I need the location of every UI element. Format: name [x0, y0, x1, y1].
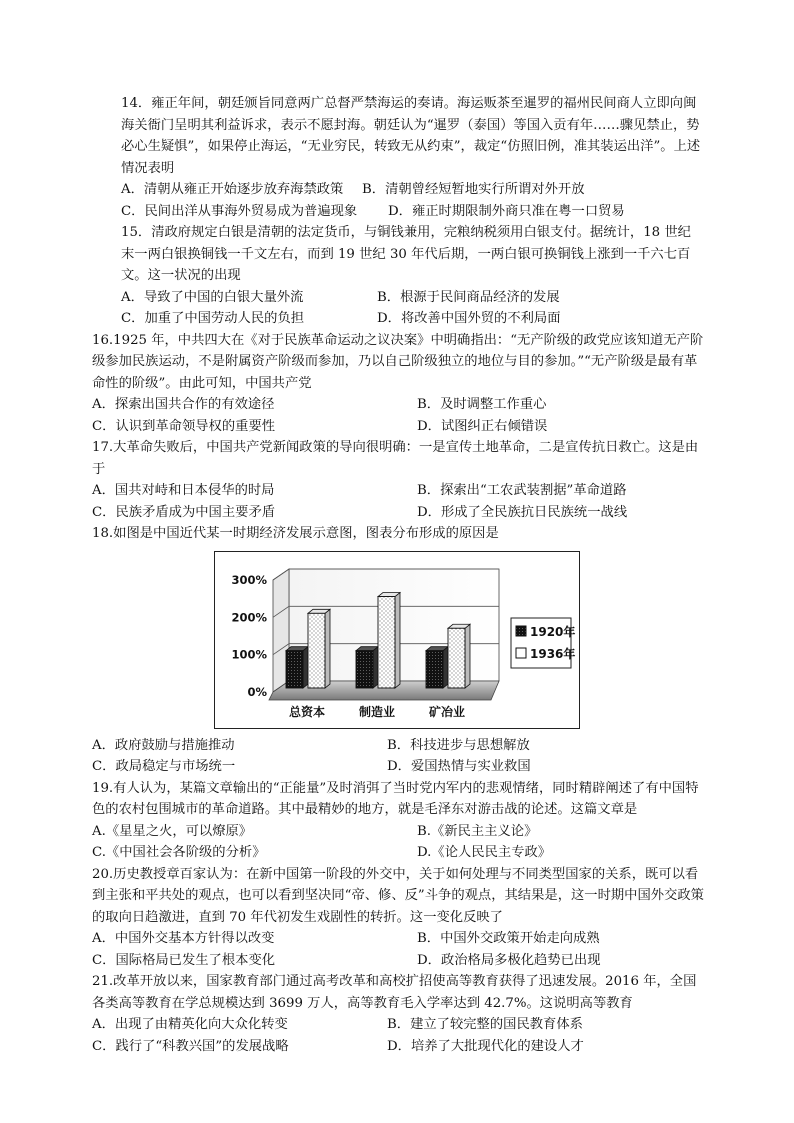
bar-1936年-总资本: [308, 613, 325, 688]
options: [92, 928, 704, 971]
question-stem: 15．清政府规定白银是清朝的法定货币，与铜钱兼用，完粮纳税须用白银支付。据统计，18 世纪末一两白银换铜钱一千文左右，而到 19 世纪 30 年代后期，一两白银可换铜钱上涨到一千六七百文。这一状况的出现: [121, 225, 691, 283]
question-15: [92, 222, 704, 330]
option-c: C．民族矛盾成为中国主要矛盾: [92, 504, 276, 520]
options: [92, 480, 704, 523]
question-stem: 16.1925 年，中共四大在《对于民族革命运动之议决案》中明确指出：“无产阶级的政党应该知道无产阶级参加民族运动，不是附属资产阶级而参加，乃以自己阶级独立的地位与目的参加。”“无产阶级是最有革命性的阶级”。由此可知，中国共产党: [92, 332, 704, 391]
bar-side: [373, 646, 378, 687]
bar-1936年-矿冶业: [448, 628, 465, 688]
option-d: D.《论人民民主专政》: [417, 845, 552, 860]
option-d: D．形成了全民族抗日民族统一战线: [417, 504, 628, 520]
option-d: D．雍正时期限制外商只准在粤一口贸易: [388, 203, 625, 219]
y-tick-label: 0%: [247, 684, 267, 699]
option-a: A．探索出国共合作的有效途径: [92, 397, 275, 412]
bar-side: [443, 646, 448, 687]
y-tick-label: 300%: [231, 572, 267, 587]
bar-1920年-矿冶业: [426, 650, 443, 687]
bar-side: [325, 609, 330, 688]
option-a: A.《星星之火，可以燎原》: [92, 823, 253, 839]
bar-side: [465, 624, 470, 688]
option-b: B．清朝曾经短暂地实行所谓对外开放: [362, 182, 585, 197]
exam-page: [92, 93, 704, 1057]
option-b: B．探索出“工农武装割据”革命道路: [417, 483, 627, 498]
option-c: C．认识到革命领导权的重要性: [92, 418, 276, 434]
option-d: D．试图纠正右倾错误: [417, 418, 548, 434]
option-d: D．爱国热情与实业救国: [387, 759, 531, 774]
x-tick-label: 制造业: [358, 704, 396, 719]
option-a: A．清朝从雍正开始逐步放弃海禁政策: [121, 182, 344, 197]
option-b: B．科技进步与思想解放: [387, 737, 530, 753]
chart-svg: [215, 552, 579, 728]
bar-1920年-总资本: [286, 650, 303, 687]
question-17: [92, 437, 704, 523]
question-14: [92, 93, 704, 222]
option-c: C．民间出洋从事海外贸易成为普遍现象: [121, 203, 358, 219]
option-c: C.《中国社会各阶级的分析》: [92, 845, 266, 860]
option-b: B.《新民主主义论》: [417, 823, 538, 839]
options: [92, 394, 704, 437]
question-stem: 20.历史教授章百家认为：在新中国第一阶段的外交中，关于如何处理与不同类型国家的关系，既可以看到主张和平共处的观点，也可以看到坚决同“帝、修、反”斗争的观点，其结果是，这一时期中国外交政策的取向日趋激进，直到 70 年代初发生戏剧性的转折。这一变化反映了: [92, 866, 704, 925]
legend-swatch: [516, 648, 526, 658]
option-a: A．国共对峙和日本侵华的时局: [92, 483, 275, 498]
option-a: A．出现了由精英化向大众化转变: [92, 1017, 288, 1032]
options: [92, 287, 704, 330]
option-d: D．政治格局多极化趋势已出现: [417, 952, 601, 968]
options: [92, 821, 704, 864]
option-a: A．中国外交基本方针得以改变: [92, 931, 275, 946]
question-stem: 19.有人认为，某篇文章输出的“正能量”及时消弭了当时党内军内的悲观情绪，同时精辟阐述了有中国特色的农村包围城市的革命道路。其中最精妙的地方，就是毛泽东对游击战的论述。这篇文章是: [92, 780, 699, 817]
question-stem: 21.改革开放以来，国家教育部门通过高考改革和高校扩招使高等教育获得了迅速发展。2016 年，全国各类高等教育在学总规模达到 3699 万人，高等教育毛入学率达到 42.7%。这说明高等教育: [92, 974, 697, 1011]
option-b: B．建立了较完整的国民教育体系: [387, 1017, 583, 1032]
option-a: A．政府鼓励与措施推动: [92, 737, 235, 753]
bar-1920年-制造业: [356, 650, 373, 687]
option-d: D．培养了大批现代化的建设人才: [387, 1038, 584, 1054]
option-b: B．中国外交政策开始走向成熟: [417, 931, 600, 946]
question-19: [92, 778, 704, 864]
question-21: [92, 971, 704, 1057]
option-b: B．根源于民间商品经济的发展: [377, 289, 560, 305]
x-tick-label: 总资本: [288, 704, 326, 719]
option-c: C．政局稳定与市场统一: [92, 759, 236, 774]
question-stem: 17.大革命失败后，中国共产党新闻政策的导向很明确：一是宣传土地革命，二是宣传抗日救亡。这是由于: [92, 440, 699, 477]
option-a: A．导致了中国的白银大量外流: [121, 289, 304, 305]
question-18: [92, 523, 704, 778]
economic-chart: [214, 551, 580, 729]
legend-label: 1920年: [530, 624, 576, 639]
x-tick-label: 矿冶业: [428, 704, 466, 719]
option-d: D．将改善中国外贸的不利局面: [377, 311, 561, 326]
legend-label: 1936年: [530, 646, 576, 661]
bar-side: [395, 592, 400, 687]
options: [92, 1014, 704, 1057]
question-stem: 14．雍正年间，朝廷颁旨同意两广总督严禁海运的奏请。海运贩茶至暹罗的福州民间商人立即向闽海关衙门呈明其利益诉求，表示不愿封海。朝廷认为“暹罗（泰国）等国入贡有年……骤见禁止，势必心生疑惧”，如果停止海运，“无业穷民，转致无从约束”，裁定“仿照旧例，准其装运出洋”。上述情况表明: [121, 96, 701, 176]
bar-1936年-制造业: [378, 596, 395, 687]
options: [92, 735, 704, 778]
legend-swatch: [516, 626, 526, 636]
option-b: B．及时调整工作重心: [417, 397, 547, 412]
y-tick-label: 100%: [231, 647, 267, 662]
question-stem: 18.如图是中国近代某一时期经济发展示意图，图表分布形成的原因是: [92, 526, 499, 541]
question-16: [92, 330, 704, 438]
bar-side: [303, 646, 308, 687]
question-20: [92, 864, 704, 972]
y-tick-label: 200%: [231, 609, 267, 624]
option-c: C．践行了“科教兴国”的发展战略: [92, 1038, 289, 1054]
option-c: C．国际格局已发生了根本变化: [92, 952, 276, 968]
option-c: C．加重了中国劳动人民的负担: [121, 311, 305, 326]
